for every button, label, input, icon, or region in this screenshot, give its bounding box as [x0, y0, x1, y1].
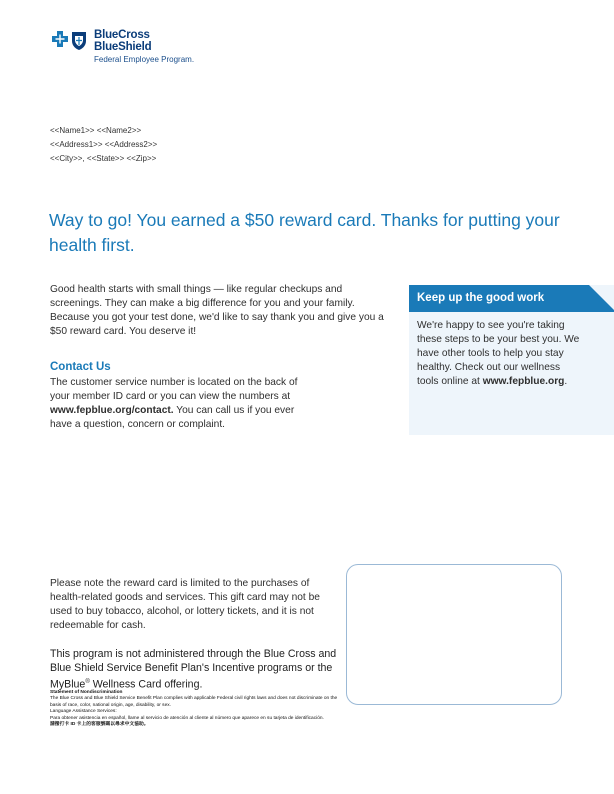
contact-heading: Contact Us	[50, 361, 111, 373]
language-services-title: Language Assistance Services:	[50, 709, 117, 715]
card-restriction-note: Please note the reward card is limited to the purchases of health-related goods and services. This gift card may not be used to buy tobacco, alcohol, or lottery tickets, and it is not redeemable for cash.	[50, 578, 320, 631]
brand-program: Federal Employee Program.	[94, 55, 195, 64]
registered-mark: ®	[85, 679, 90, 685]
program-note	[50, 647, 345, 692]
fine-print	[50, 690, 340, 728]
brand-name-line1: BlueCross	[94, 29, 150, 41]
contact-text-before: The customer service number is located on the back of your member ID card or you can view the numbers at	[50, 377, 298, 402]
program-note-text: This program is not administered through the Blue Cross and Blue Shield Service Benefit Plan's Incentive programs or the MyBlue	[50, 648, 337, 691]
intro-paragraph: Good health starts with small things — like regular checkups and screenings. They can make a big difference for you and your family. Because you got your test done, we'd like to say thank you and give you a $50 reward card. You deserve it!	[50, 284, 384, 337]
cross-shield-icon	[50, 30, 90, 52]
sidebar-header-tab	[589, 285, 614, 312]
sidebar-title: Keep up the good work	[417, 292, 545, 304]
chinese-assistance: 請撥打卡 ID 卡上的客服號碼以尋求中文協助。	[50, 722, 149, 728]
contact-text-after: You can call us if you ever have a question, concern or complaint.	[50, 405, 295, 430]
program-note-end: Wellness Card offering.	[89, 678, 203, 691]
nondiscrimination-title: Statement of Nondiscrimination	[50, 690, 123, 695]
headline: Way to go! You earned a $50 reward card. Thanks for putting your health first.	[49, 210, 560, 255]
address-line-1: <<Name1>> <<Name2>>	[50, 126, 142, 135]
brand-logo	[50, 28, 220, 68]
sidebar-text-end: .	[564, 376, 568, 387]
contact-link[interactable]: www.fepblue.org/contact.	[50, 405, 174, 416]
brand-name-line2: BlueShield	[94, 41, 152, 53]
address-line-2: <<Address1>> <<Address2>>	[50, 140, 158, 149]
sidebar-link[interactable]: www.fepblue.org	[482, 376, 565, 387]
contact-paragraph	[50, 376, 312, 432]
address-line-3: <<City>>, <<State>> <<Zip>>	[50, 154, 157, 163]
address-block	[50, 124, 157, 166]
sidebar-panel	[409, 285, 614, 435]
spanish-assistance: Para obtener asistencia en español, llame al servicio de atención al cliente al número que aparece en su tarjeta de identificación.	[50, 715, 324, 721]
sidebar-text-main: We're happy to see you're taking these steps to be your best you. We have other tools to help you stay healthy. Check out our wellness tools online at	[417, 320, 580, 387]
reward-card-placeholder	[346, 564, 562, 705]
sidebar-text	[417, 319, 582, 389]
nondiscrimination-text: The Blue Cross and Blue Shield Service Benefit Plan complies with applicable Federal civil rights laws and does not discriminate on the basis of race, color, national origin, age, disability, or sex.	[50, 696, 338, 708]
